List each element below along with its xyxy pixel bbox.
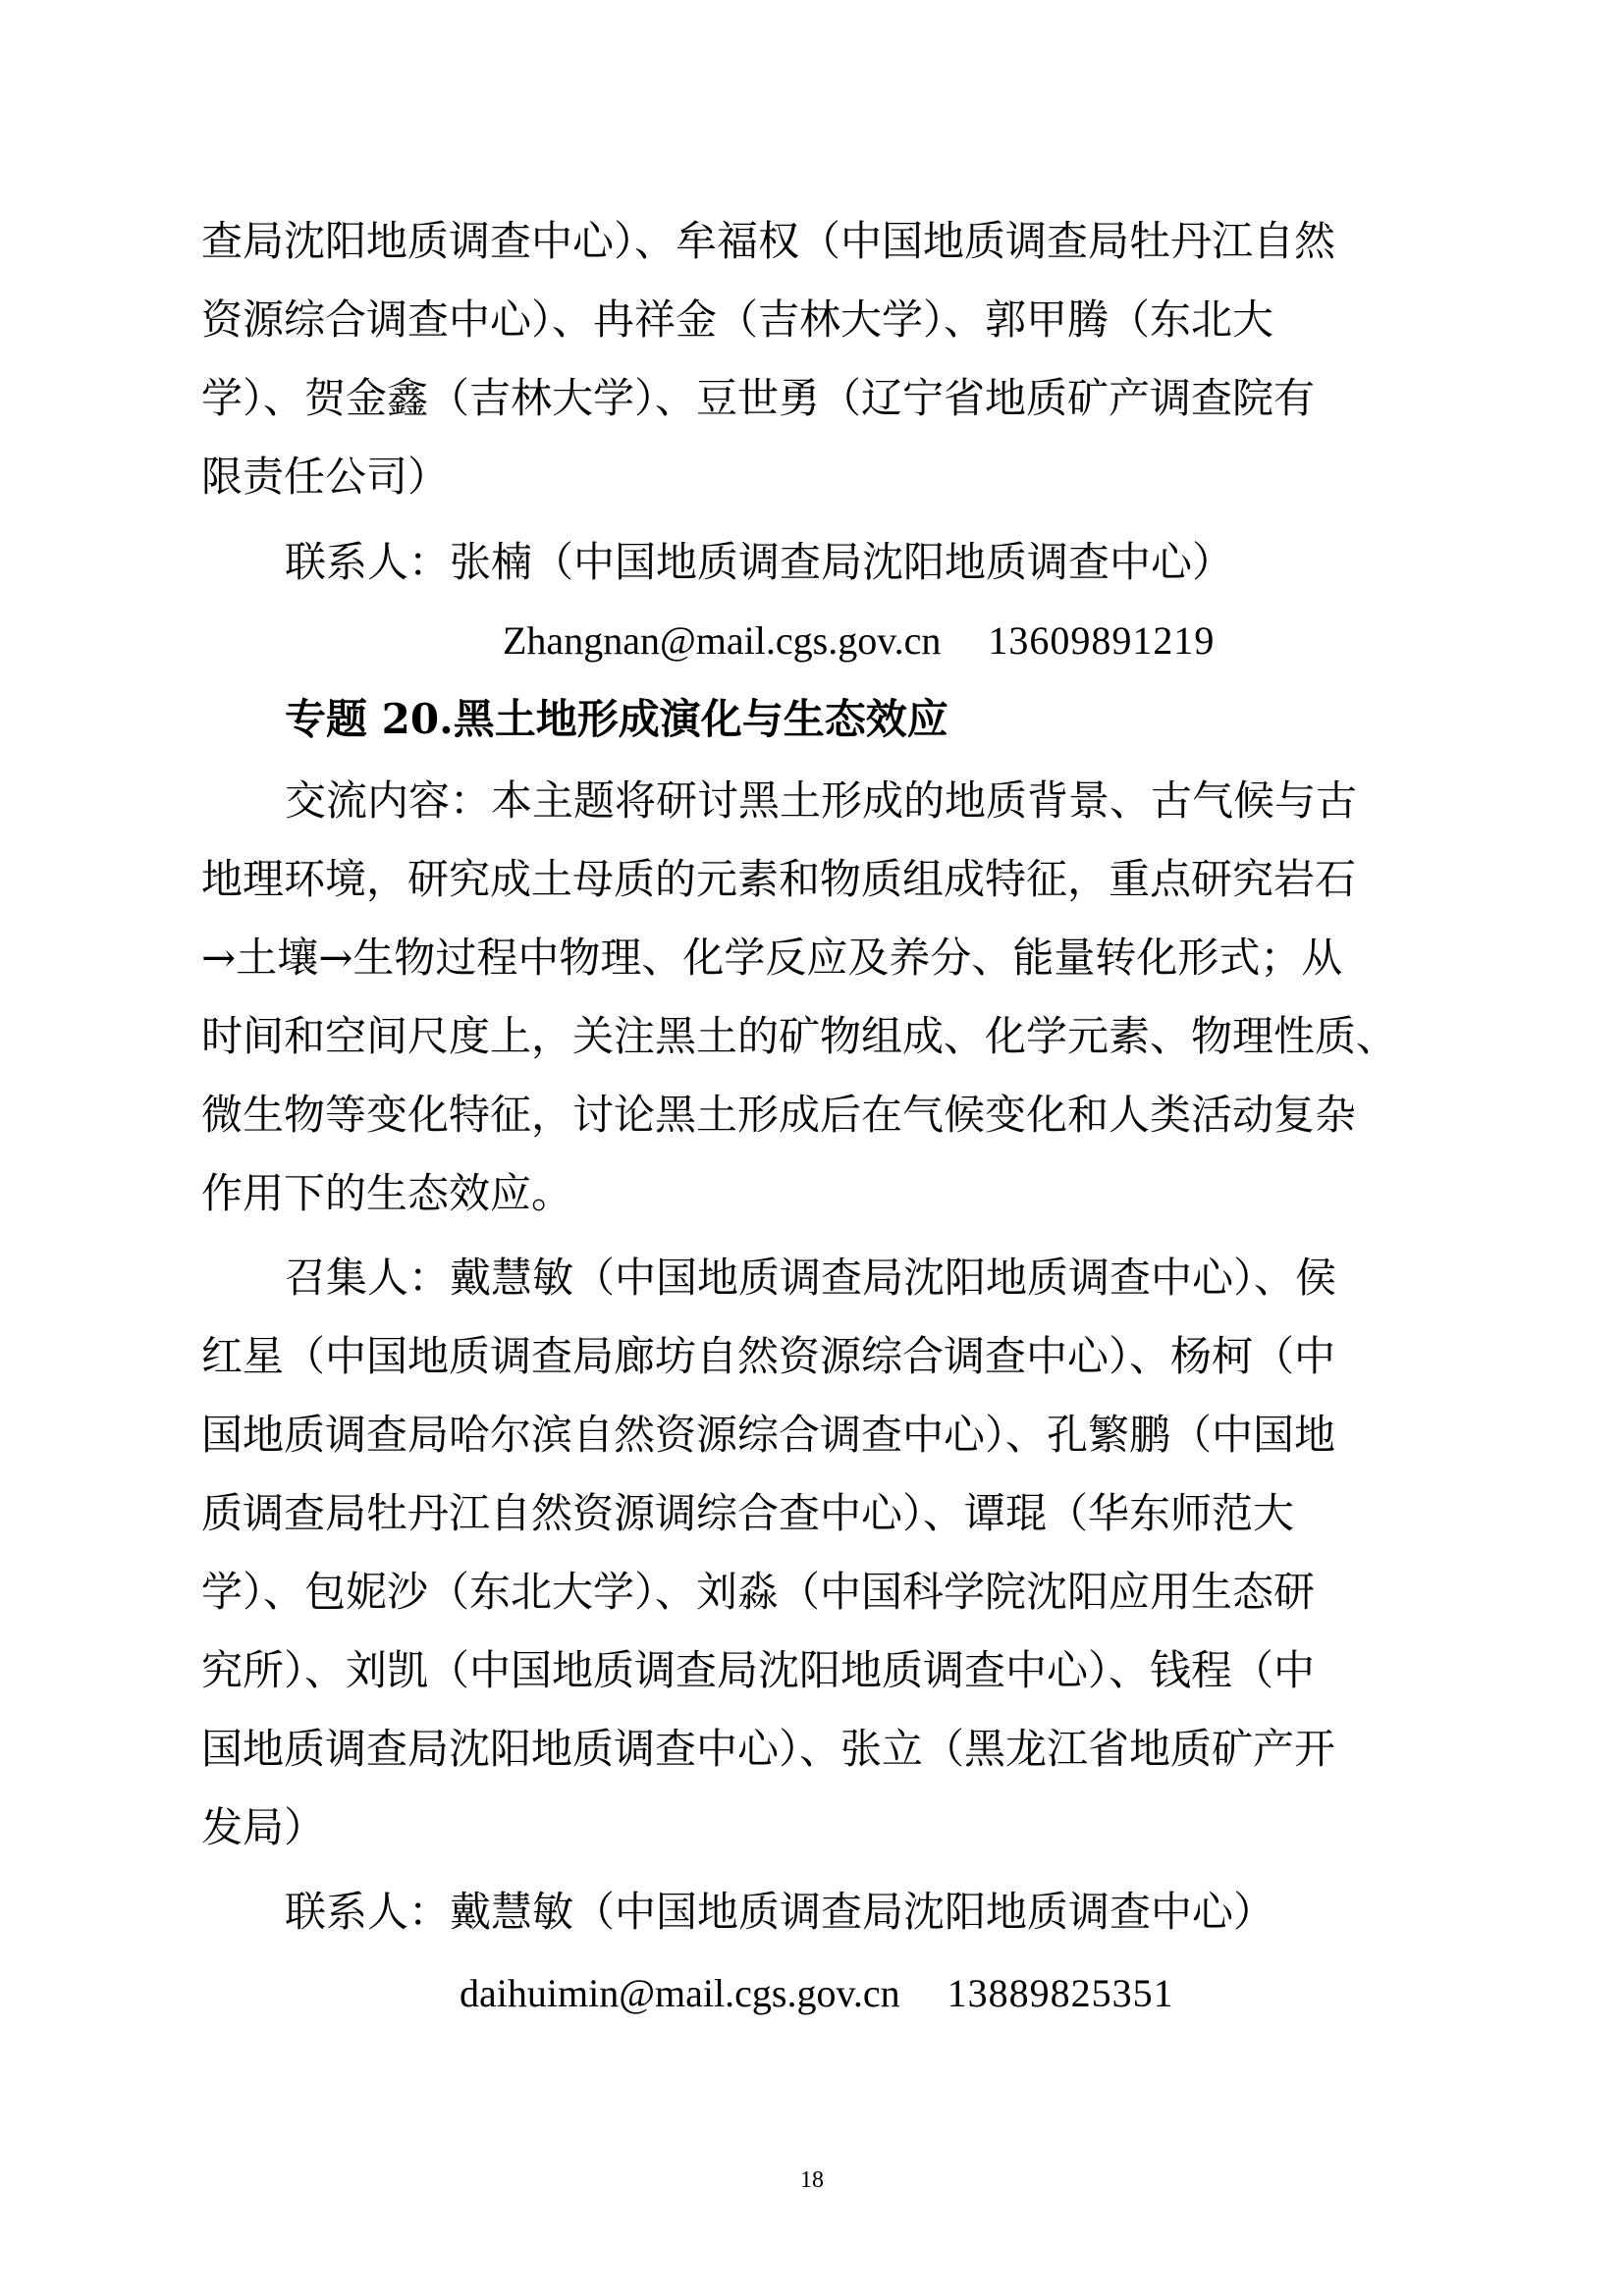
content-line-6: 作用下的生态效应。 <box>201 1169 573 1217</box>
prev-contact-person: 联系人：张楠（中国地质调查局沈阳地质调查中心） <box>285 538 1234 586</box>
convener-line-5: 学）、包妮沙（东北大学）、刘淼（中国科学院沈阳应用生态研 <box>201 1568 1316 1616</box>
convener-line-6: 究所）、刘凯（中国地质调查局沈阳地质调查中心）、钱程（中 <box>201 1646 1316 1694</box>
contact-info <box>460 1966 1174 2021</box>
topic-20-title: 专题 20.黑土地形成演化与生态效应 <box>285 695 948 743</box>
convener-line-1: 召集人：戴慧敏（中国地质调查局沈阳地质调查中心）、侯 <box>285 1254 1337 1302</box>
prev-contact-phone: 13609891219 <box>988 618 1216 663</box>
prev-convener-line-4: 限责任公司） <box>201 453 450 501</box>
convener-line-3: 国地质调查局哈尔滨自然资源综合调查中心）、孔繁鹏（中国地 <box>201 1411 1336 1459</box>
prev-contact-email[interactable]: Zhangnan@mail.cgs.gov.cn <box>503 618 942 663</box>
content-line-1: 交流内容：本主题将研讨黑土形成的地质背景、古气候与古 <box>285 776 1358 825</box>
content-line-4: 时间和空间尺度上，关注黑土的矿物组成、化学元素、物理性质、 <box>201 1012 1398 1060</box>
content-line-3: →土壤→生物过程中物理、化学反应及养分、能量转化形式；从 <box>201 934 1343 982</box>
convener-line-2: 红星（中国地质调查局廊坊自然资源综合调查中心）、杨柯（中 <box>201 1332 1336 1380</box>
contact-phone: 13889825351 <box>947 1971 1174 2015</box>
convener-line-8: 发局） <box>201 1803 326 1851</box>
prev-convener-line-3: 学）、贺金鑫（吉林大学）、豆世勇（辽宁省地质矿产调查院有 <box>201 374 1316 422</box>
page-number: 18 <box>800 2167 824 2193</box>
convener-line-4: 质调查局牡丹江自然资源调综合查中心）、谭琨（华东师范大 <box>201 1489 1295 1537</box>
prev-convener-line-1: 查局沈阳地质调查中心）、牟福权（中国地质调查局牡丹江自然 <box>201 217 1336 265</box>
convener-line-7: 国地质调查局沈阳地质调查中心）、张立（黑龙江省地质矿产开 <box>201 1725 1336 1773</box>
content-line-5: 微生物等变化特征，讨论黑土形成后在气候变化和人类活动复杂 <box>201 1091 1357 1139</box>
prev-contact-info <box>503 614 1215 668</box>
content-line-2: 地理环境，研究成土母质的元素和物质组成特征，重点研究岩石 <box>201 855 1357 903</box>
prev-convener-line-2: 资源综合调查中心）、冉祥金（吉林大学）、郭甲腾（东北大 <box>201 295 1274 344</box>
contact-person: 联系人：戴慧敏（中国地质调查局沈阳地质调查中心） <box>285 1888 1275 1936</box>
contact-email[interactable]: daihuimin@mail.cgs.gov.cn <box>460 1971 900 2015</box>
